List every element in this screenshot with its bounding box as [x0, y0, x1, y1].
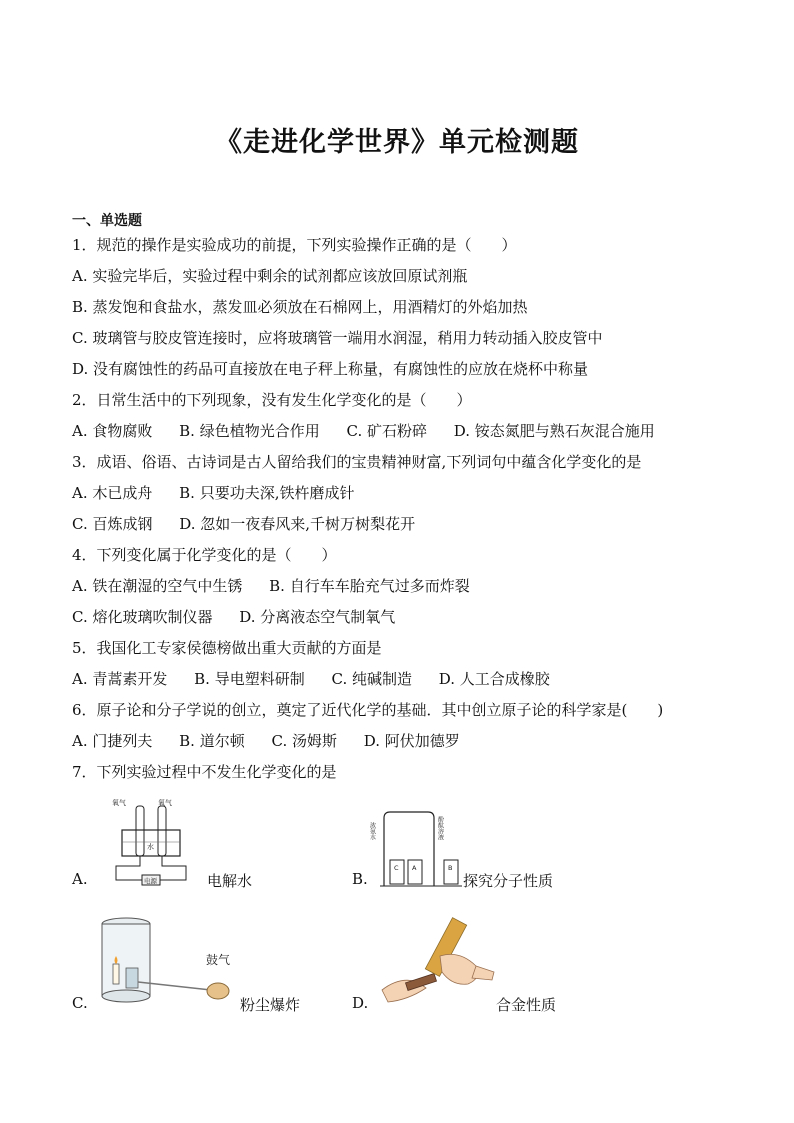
question-6-options [72, 730, 482, 751]
electrolysis-label-right: 氧气 [158, 799, 172, 807]
electrolysis-label-power: 电源 [144, 877, 157, 885]
question-5-stem: 5．我国化工专家侯德榜做出重大贡献的方面是 [72, 639, 382, 657]
question-2-option-a: A. 食物腐败 [72, 422, 153, 440]
alloy-scratch-figure [378, 910, 496, 1010]
question-3-option-d: D. 忽如一夜春风来,千树万树梨花开 [179, 515, 416, 533]
question-3-option-a: A. 木已成舟 [72, 484, 153, 502]
question-4-options-row-2 [72, 606, 417, 627]
page-title: 《走进化学世界》单元检测题 [215, 127, 579, 158]
question-7-option-d-letter: D. [352, 994, 369, 1012]
question-4-stem: 4．下列变化属于化学变化的是（ ） [72, 546, 337, 564]
electrolysis-apparatus-figure [100, 796, 200, 888]
dust-explosion-label-blow: 鼓气 [206, 953, 231, 967]
question-6-option-b: B. 道尔顿 [179, 732, 245, 750]
question-3-options-row-1 [72, 482, 377, 503]
diffusion-label-b: B [448, 864, 453, 872]
diffusion-label-c: C [394, 864, 399, 872]
electrolysis-label-left: 氧气 [112, 799, 126, 807]
question-5-option-b: B. 导电塑料研制 [194, 670, 305, 688]
question-1-stem: 1．规范的操作是实验成功的前提，下列实验操作正确的是（ ） [72, 236, 517, 254]
question-2-stem: 2．日常生活中的下列现象，没有发生化学变化的是（ ） [72, 391, 472, 409]
question-4-option-c: C. 熔化玻璃吹制仪器 [72, 608, 213, 626]
diffusion-label-phenolphthalein: 酚酞溶液 [436, 816, 444, 840]
question-5-option-a: A. 青蒿素开发 [72, 670, 168, 688]
question-6-option-a: A. 门捷列夫 [72, 732, 153, 750]
question-3-stem: 3．成语、俗语、古诗词是古人留给我们的宝贵精神财富,下列词句中蕴含化学变化的是 [72, 453, 642, 471]
diffusion-label-a: A [412, 864, 417, 872]
electrolysis-label-water: 水 [147, 843, 154, 851]
section-heading: 一、单选题 [72, 213, 142, 229]
question-1-option-a: A. 实验完毕后，实验过程中剩余的试剂都应该放回原试剂瓶 [72, 267, 468, 285]
question-3-option-c: C. 百炼成钢 [72, 515, 153, 533]
question-7-option-a-caption: 电解水 [207, 872, 253, 890]
question-4-option-a: A. 铁在潮湿的空气中生锈 [72, 577, 243, 595]
question-6-option-d: D. 阿伏加德罗 [363, 732, 460, 750]
question-2-option-d: D. 铵态氮肥与熟石灰混合施用 [453, 422, 655, 440]
question-7-stem: 7．下列实验过程中不发生化学变化的是 [72, 763, 337, 781]
question-1-option-c: C. 玻璃管与胶皮管连接时，应将玻璃管一端用水润湿，稍用力转动插入胶皮管中 [72, 329, 603, 347]
question-2-options [72, 420, 655, 441]
question-5-option-d: D. 人工合成橡胶 [438, 670, 550, 688]
question-7-option-d-caption: 合金性质 [496, 996, 557, 1014]
question-1-option-b: B. 蒸发饱和食盐水，蒸发皿必须放在石棉网上，用酒精灯的外焰加热 [72, 298, 528, 316]
diffusion-label-ammonia: 浓氨水 [368, 822, 376, 840]
question-6-stem: 6．原子论和分子学说的创立，奠定了近代化学的基础．其中创立原子论的科学家是( ) [72, 701, 664, 719]
question-1-option-d: D. 没有腐蚀性的药品可直接放在电子秤上称量，有腐蚀性的应放在烧杯中称量 [72, 360, 589, 378]
molecule-diffusion-figure [370, 808, 462, 888]
question-7-option-c-caption: 粉尘爆炸 [240, 996, 301, 1014]
question-2-option-c: C. 矿石粉碎 [346, 422, 427, 440]
question-3-option-b: B. 只要功夫深,铁杵磨成针 [179, 484, 355, 502]
question-3-options-row-2 [72, 513, 437, 534]
dust-explosion-figure [96, 912, 246, 1007]
question-6-option-c: C. 汤姆斯 [271, 732, 337, 750]
question-4-options-row-1 [72, 575, 492, 596]
question-4-option-b: B. 自行车车胎充气过多而炸裂 [269, 577, 470, 595]
question-2-option-b: B. 绿色植物光合作用 [179, 422, 320, 440]
question-7-option-b-letter: B. [352, 870, 368, 888]
question-5-options [72, 668, 572, 689]
question-5-option-c: C. 纯碱制造 [331, 670, 412, 688]
question-7-option-c-letter: C. [72, 994, 88, 1012]
question-7-option-b-caption: 探究分子性质 [463, 872, 554, 890]
question-7-option-a-letter: A. [72, 870, 88, 888]
question-4-option-d: D. 分离液态空气制氧气 [239, 608, 396, 626]
